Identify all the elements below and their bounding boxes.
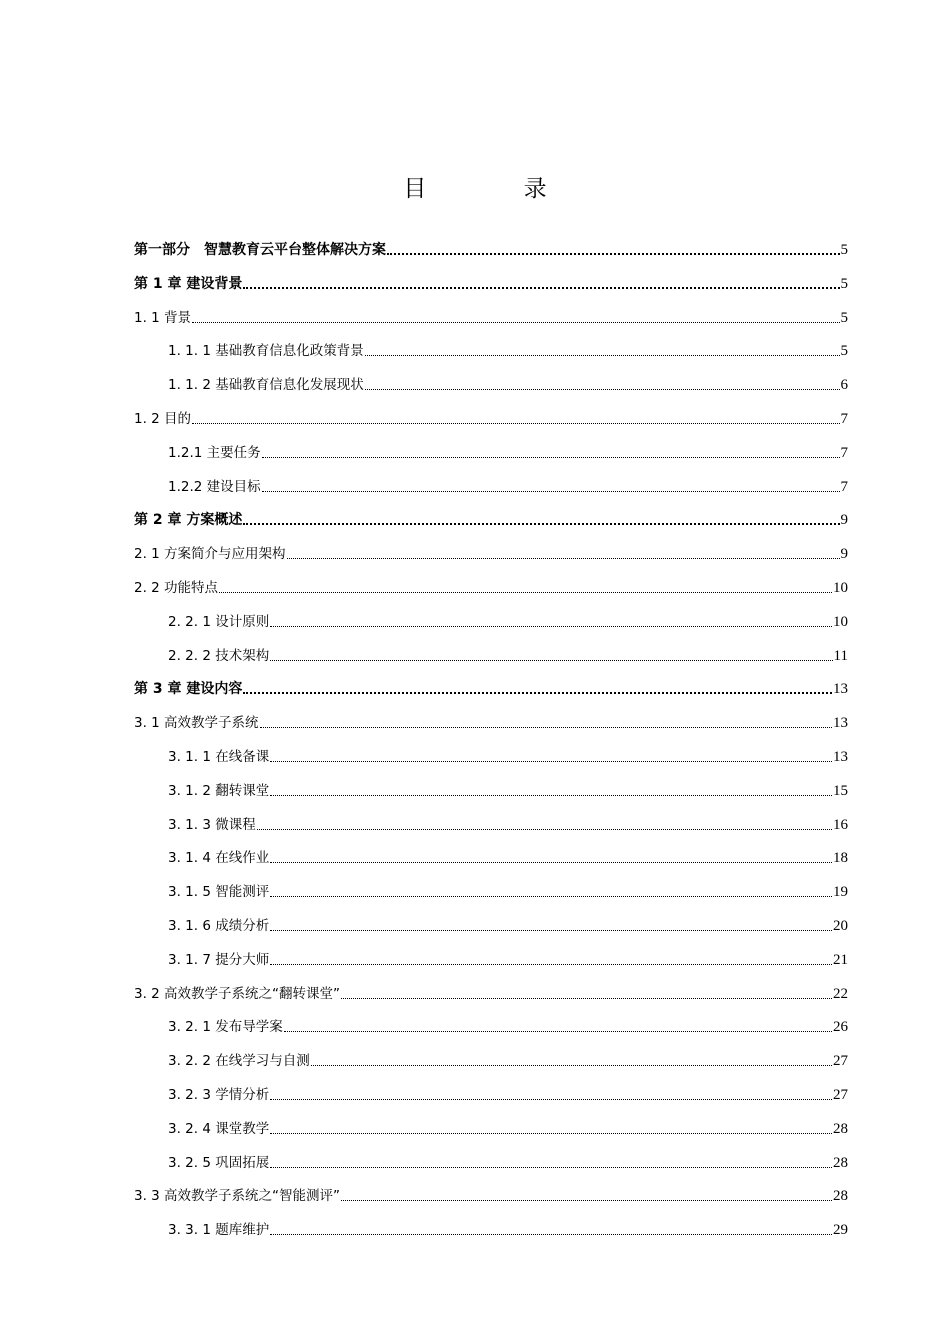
toc-entry-label: 1. 1. 2 基础教育信息化发展现状 — [168, 377, 364, 394]
toc-leader-dots — [262, 491, 840, 492]
toc-entry[interactable] — [168, 872, 848, 902]
toc-entry-page: 18 — [833, 850, 848, 867]
toc-leader-dots — [219, 592, 832, 593]
toc-entry-label: 1.2.2 建设目标 — [168, 478, 261, 495]
toc-leader-dots — [270, 795, 832, 796]
toc-leader-dots — [260, 727, 832, 728]
toc-entry-page: 28 — [833, 1120, 848, 1137]
toc-leader-dots — [284, 1031, 832, 1032]
toc-entry-page: 13 — [833, 749, 848, 765]
toc-entry[interactable] — [134, 298, 848, 328]
toc-title: 目 录 — [403, 176, 592, 202]
toc-entry-page: 5 — [840, 275, 848, 292]
toc-entry[interactable] — [168, 771, 848, 801]
toc-entry[interactable] — [168, 1075, 848, 1105]
toc-leader-dots — [243, 523, 839, 525]
toc-entry-page: 13 — [833, 681, 848, 698]
toc-entry-page: 22 — [833, 985, 848, 1002]
toc-entry-label: 2. 2. 1 设计原则 — [168, 613, 270, 630]
toc-entry-label: 3. 1. 3 微课程 — [168, 816, 256, 833]
toc-entry-page: 7 — [840, 444, 848, 461]
toc-entry-page: 13 — [833, 715, 848, 732]
toc-entry[interactable] — [134, 230, 848, 260]
toc-entry-page: 19 — [833, 884, 848, 901]
toc-entry[interactable] — [168, 602, 848, 632]
toc-entry[interactable] — [168, 365, 848, 395]
toc-entry-label: 1. 1 背景 — [134, 309, 192, 326]
toc-entry-label: 3. 2. 4 课堂教学 — [168, 1120, 270, 1137]
toc-entry[interactable] — [168, 906, 848, 936]
toc-leader-dots — [365, 355, 840, 356]
toc-leader-dots — [311, 1065, 832, 1066]
toc-entry[interactable] — [134, 534, 848, 564]
toc-entry-label: 3. 2 高效教学子系统之“翻转课堂” — [134, 985, 341, 1002]
toc-leader-dots — [270, 761, 832, 762]
toc-leader-dots — [270, 896, 832, 897]
toc-leader-dots — [270, 660, 832, 661]
toc-entry-page: 11 — [833, 647, 848, 664]
toc-entry-page: 20 — [833, 918, 848, 934]
toc-entry[interactable] — [168, 805, 848, 835]
toc-entry-label: 3. 1. 1 在线备课 — [168, 749, 270, 765]
toc-leader-dots — [270, 1167, 832, 1168]
toc-entry-page: 16 — [833, 816, 848, 833]
toc-leader-dots — [365, 389, 840, 390]
toc-entry-page: 28 — [833, 1188, 848, 1205]
toc-leader-dots — [341, 1200, 832, 1201]
toc-leader-dots — [262, 457, 840, 458]
toc-entry-page: 6 — [840, 377, 848, 394]
toc-entry[interactable] — [134, 399, 848, 429]
toc-entry[interactable] — [134, 500, 848, 530]
toc-entry-label: 1. 1. 1 基础教育信息化政策背景 — [168, 343, 364, 360]
toc-entry[interactable] — [168, 737, 848, 767]
toc-entry-label: 3. 2. 1 发布导学案 — [168, 1019, 283, 1036]
toc-entry-page: 10 — [833, 580, 848, 596]
toc-entry[interactable] — [168, 838, 848, 868]
toc-leader-dots — [270, 930, 832, 931]
toc-entry-label: 3. 2. 5 巩固拓展 — [168, 1154, 270, 1171]
toc-entry[interactable] — [168, 331, 848, 361]
toc-entry[interactable] — [168, 636, 848, 666]
toc-entry[interactable] — [168, 1210, 848, 1240]
toc-leader-dots — [270, 964, 832, 965]
toc-entry-label: 3. 1. 4 在线作业 — [168, 850, 270, 867]
toc-entry-page: 26 — [833, 1019, 848, 1036]
toc-entry[interactable] — [168, 433, 848, 463]
toc-entry-label: 3. 2. 2 在线学习与自测 — [168, 1053, 310, 1070]
toc-entry[interactable] — [168, 467, 848, 497]
toc-entry-label: 3. 2. 3 学情分析 — [168, 1087, 270, 1103]
toc-entry-label: 3. 1. 6 成绩分析 — [168, 918, 270, 934]
toc-leader-dots — [257, 829, 832, 830]
toc-entry-label: 2. 2 功能特点 — [134, 580, 219, 596]
toc-leader-dots — [192, 423, 839, 424]
toc-entry-label: 3. 1. 2 翻转课堂 — [168, 782, 270, 799]
toc-entry-page: 15 — [833, 782, 848, 799]
toc-entry-label: 第 3 章 建设内容 — [134, 681, 243, 698]
toc-entry[interactable] — [134, 568, 848, 598]
toc-entry-label: 第 2 章 方案概述 — [134, 512, 243, 529]
toc-entry[interactable] — [134, 669, 848, 699]
toc-leader-dots — [243, 287, 839, 289]
toc-entry-page: 21 — [833, 951, 848, 968]
toc-entry-label: 2. 2. 2 技术架构 — [168, 647, 270, 664]
toc-entry-label: 3. 1 高效教学子系统 — [134, 715, 259, 732]
toc-entry-page: 28 — [833, 1154, 848, 1171]
toc-entry-page: 9 — [840, 546, 848, 563]
toc-entry-page: 5 — [840, 242, 848, 258]
toc-leader-dots — [270, 862, 832, 863]
toc-leader-dots — [192, 322, 839, 323]
toc-leader-dots — [387, 253, 840, 255]
toc-entry-label: 3. 1. 7 提分大师 — [168, 951, 270, 968]
toc-entry[interactable] — [134, 974, 848, 1004]
toc-entry-label: 1. 2 目的 — [134, 411, 192, 427]
toc-entry-page: 5 — [840, 309, 848, 326]
toc-entry-page: 7 — [840, 478, 848, 495]
toc-entry[interactable] — [168, 1109, 848, 1139]
toc-entry[interactable] — [168, 1007, 848, 1037]
toc-entry-page: 10 — [833, 613, 848, 630]
toc-entry-label: 3. 1. 5 智能测评 — [168, 884, 270, 901]
toc-entry[interactable] — [168, 940, 848, 970]
toc-leader-dots — [270, 1234, 832, 1235]
toc-entry-page: 7 — [840, 411, 848, 427]
toc-entry-page: 9 — [840, 512, 848, 529]
toc-leader-dots — [270, 626, 832, 627]
toc-entry[interactable] — [134, 264, 848, 294]
toc-entry[interactable] — [168, 1041, 848, 1071]
toc-entry-page: 5 — [840, 343, 848, 360]
toc-entry[interactable] — [168, 1143, 848, 1173]
toc-entry-label: 3. 3. 1 题库维护 — [168, 1222, 270, 1239]
toc-leader-dots — [341, 998, 832, 999]
toc-leader-dots — [243, 692, 832, 694]
toc-entry-page: 27 — [833, 1053, 848, 1070]
toc-leader-dots — [270, 1099, 832, 1100]
toc-entry-label: 第一部分 智慧教育云平台整体解决方案 — [134, 242, 386, 258]
toc-entry-label: 1.2.1 主要任务 — [168, 444, 261, 461]
toc-entry-label: 第 1 章 建设背景 — [134, 275, 243, 292]
toc-entry-page: 29 — [833, 1222, 848, 1239]
toc-leader-dots — [287, 558, 840, 559]
toc-entry-label: 2. 1 方案简介与应用架构 — [134, 546, 286, 563]
toc-leader-dots — [270, 1133, 832, 1134]
toc-entry-page: 27 — [833, 1087, 848, 1103]
toc-entry-label: 3. 3 高效教学子系统之“智能测评” — [134, 1188, 341, 1205]
toc-entry[interactable] — [134, 1176, 848, 1206]
toc-entry[interactable] — [134, 703, 848, 733]
